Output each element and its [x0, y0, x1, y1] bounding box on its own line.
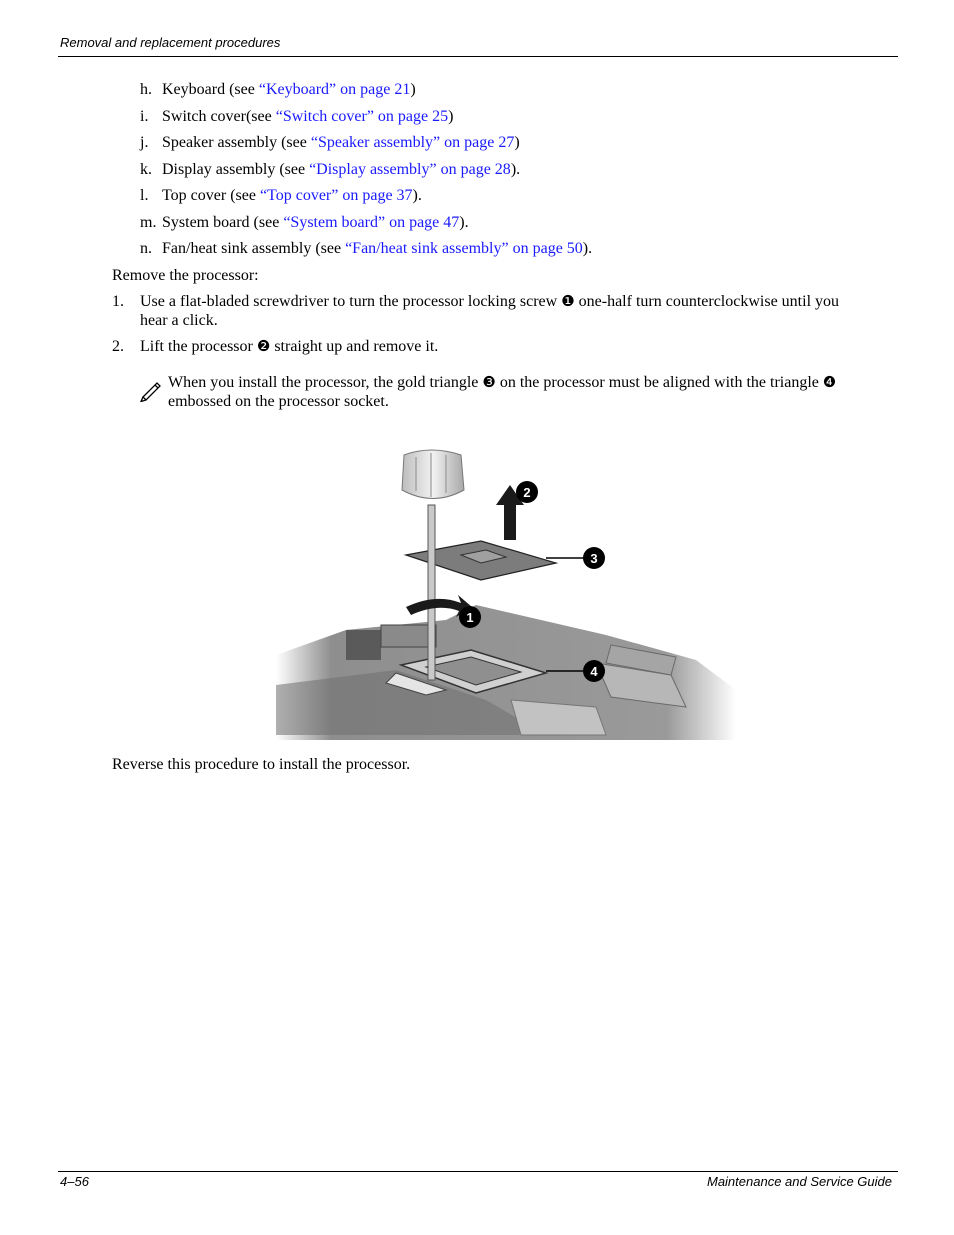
step-text-cont: straight up and remove it. [270, 338, 439, 355]
sub-step-text: Speaker assembly (see [162, 134, 311, 151]
sub-step-tail: ) [448, 108, 454, 125]
step-text-cont: one-half turn counterclockwise until you [574, 293, 840, 310]
sub-step-j [140, 133, 520, 152]
intro-text: Remove the processor: [112, 267, 259, 284]
note-text [168, 373, 836, 392]
sub-step-tail: ). [582, 240, 593, 257]
callout-1: 1 [466, 610, 474, 625]
header-rule [58, 56, 898, 57]
callout-4-marker: ❹ [822, 373, 837, 391]
pencil-note-icon [138, 376, 164, 402]
sub-step-tail: ) [410, 81, 416, 98]
link-keyboard[interactable]: “Keyboard” on page 21 [258, 81, 411, 98]
sub-step-letter: h. [140, 81, 152, 98]
sub-step-letter: j. [140, 134, 149, 151]
sub-step-text: System board (see [162, 214, 284, 231]
sub-step-tail: ). [459, 214, 469, 231]
callout-1-marker: ❶ [561, 292, 575, 310]
sub-step-n [140, 239, 592, 258]
step-number: 1. [112, 293, 124, 310]
sub-step-text: Switch cover(see [162, 108, 276, 125]
sub-step-letter: n. [140, 240, 152, 257]
sub-step-m [140, 213, 469, 232]
sub-step-h [140, 80, 416, 99]
sub-step-letter: i. [140, 108, 149, 125]
step-2 [112, 337, 438, 356]
closing-text: Reverse this procedure to install the processor. [112, 756, 411, 773]
running-header: Removal and replacement procedures [60, 35, 281, 50]
callout-3-marker: ❸ [482, 373, 496, 391]
step-text: Lift the processor [140, 338, 257, 355]
sub-step-letter: k. [140, 161, 152, 178]
sub-step-tail: ). [510, 161, 521, 178]
callout-4: 4 [590, 664, 598, 679]
link-fan-heat-sink[interactable]: “Fan/heat sink assembly” on page 50 [345, 240, 583, 257]
sub-step-text: Fan/heat sink assembly (see [162, 240, 346, 257]
step-number: 2. [112, 338, 124, 355]
sub-step-letter: l. [140, 187, 149, 204]
footer-rule [58, 1171, 898, 1172]
page-number: 4–56 [60, 1174, 89, 1189]
sub-step-tail: ) [514, 134, 520, 151]
callout-2: 2 [523, 485, 531, 500]
sub-step-text: Display assembly (see [162, 161, 310, 178]
sub-step-text: Keyboard (see [162, 81, 259, 98]
callout-3: 3 [590, 551, 598, 566]
note-text-part: on the processor must be aligned with the triangle [495, 374, 823, 391]
sub-step-tail: ). [412, 187, 422, 204]
processor-removal-illustration [276, 445, 736, 740]
sub-step-l [140, 186, 422, 205]
link-switch-cover[interactable]: “Switch cover” on page 25 [275, 108, 449, 125]
step-1 [112, 292, 839, 311]
link-display-assembly[interactable]: “Display assembly” on page 28 [309, 161, 511, 178]
link-top-cover[interactable]: “Top cover” on page 37 [259, 187, 413, 204]
footer-title: Maintenance and Service Guide [706, 1174, 892, 1189]
sub-step-i [140, 107, 453, 126]
link-speaker-assembly[interactable]: “Speaker assembly” on page 27 [310, 134, 515, 151]
sub-step-text: Top cover (see [162, 187, 260, 204]
step-text: Use a flat-bladed screwdriver to turn the processor locking screw [140, 293, 562, 310]
step-1-continued: hear a click. [140, 312, 218, 329]
sub-step-k [140, 160, 520, 179]
callout-2-marker: ❷ [256, 337, 271, 355]
note-text-part: When you install the processor, the gold triangle [168, 374, 483, 391]
sub-step-letter: m. [140, 214, 157, 231]
note-text-continued: embossed on the processor socket. [168, 393, 389, 410]
link-system-board[interactable]: “System board” on page 47 [283, 214, 460, 231]
